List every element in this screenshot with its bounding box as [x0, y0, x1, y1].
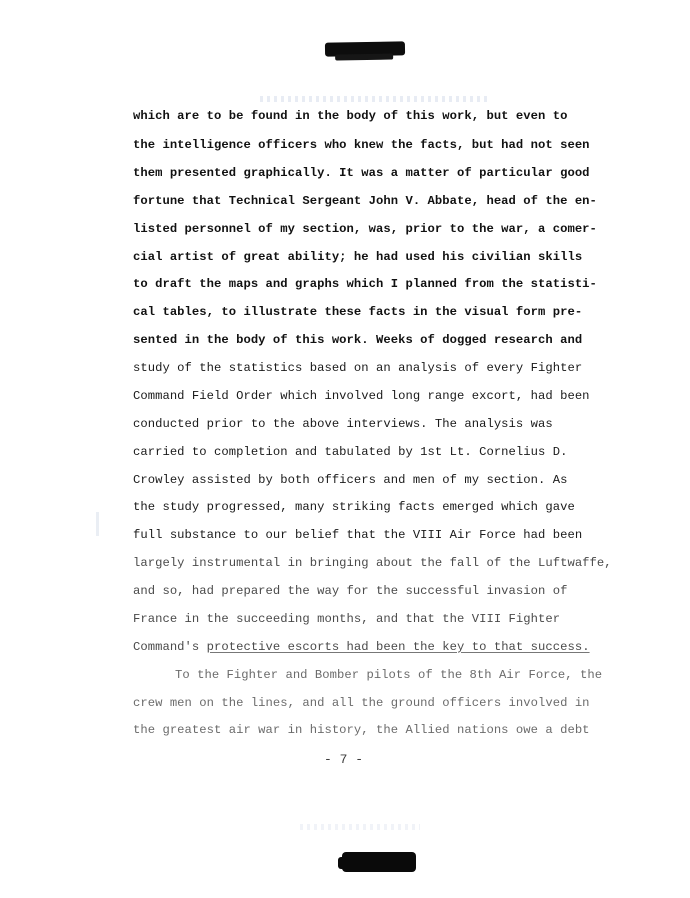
text-line-18: and so, had prepared the way for the successful invasion of	[133, 584, 568, 598]
text-line-20-underlined: protective escorts had been the key to that success.	[206, 640, 590, 654]
text-line-14: Crowley assisted by both officers and men of my section. As	[133, 473, 568, 487]
text-line-2: the intelligence officers who knew the facts, but had not seen	[133, 138, 590, 152]
text-line-16: full substance to our belief that the VIII Air Force had been	[133, 528, 583, 542]
redaction-mark-bottom	[342, 852, 416, 872]
bleed-through-top	[260, 96, 490, 102]
paragraph-2-line-1: To the Fighter and Bomber pilots of the 8th Air Force, the	[175, 668, 603, 682]
paragraph-2-line-3: the greatest air war in history, the Allied nations owe a debt	[133, 723, 590, 737]
text-line-3: them presented graphically. It was a matter of particular good	[133, 166, 590, 180]
paragraph-2-line-2: crew men on the lines, and all the ground officers involved in	[133, 696, 590, 710]
text-line-17: largely instrumental in bringing about the fall of the Luftwaffe,	[133, 556, 612, 570]
text-line-8: cal tables, to illustrate these facts in the visual form pre-	[133, 305, 583, 319]
bleed-through-margin	[96, 512, 100, 536]
text-line-1: which are to be found in the body of this work, but even to	[133, 109, 568, 123]
text-line-6: cial artist of great ability; he had used his civilian skills	[133, 250, 583, 264]
text-line-19: France in the succeeding months, and that the VIII Fighter	[133, 612, 561, 626]
text-line-13: carried to completion and tabulated by 1st Lt. Cornelius D.	[133, 445, 568, 459]
redaction-mark-top	[325, 41, 405, 56]
text-line-7: to draft the maps and graphs which I planned from the statisti-	[133, 277, 597, 291]
bleed-through-bottom	[300, 824, 420, 830]
text-line-15: the study progressed, many striking facts emerged which gave	[133, 500, 575, 514]
text-line-10: study of the statistics based on an analysis of every Fighter	[133, 361, 583, 375]
text-line-9: sented in the body of this work. Weeks of dogged research and	[133, 333, 583, 347]
text-line-11: Command Field Order which involved long range excort, had been	[133, 389, 590, 403]
page-number: - 7 -	[324, 752, 364, 767]
text-line-20-prefix: Command's	[133, 640, 207, 654]
text-line-20	[133, 639, 590, 655]
text-line-5: listed personnel of my section, was, prior to the war, a comer-	[133, 222, 597, 236]
text-line-12: conducted prior to the above interviews. The analysis was	[133, 417, 553, 431]
text-line-4: fortune that Technical Sergeant John V. Abbate, head of the en-	[133, 194, 597, 208]
